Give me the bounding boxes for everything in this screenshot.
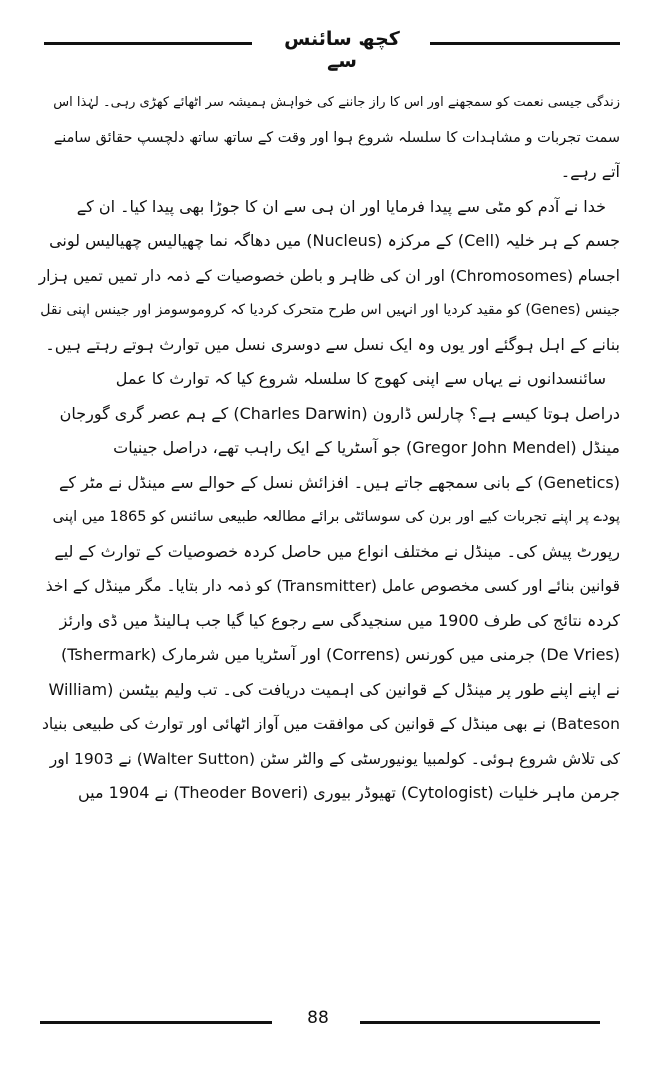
text-line: جینس (Genes) کو مقید کردیا اور انہیں اس طرح متحرک کردیا کہ کروموسومز اور جینس اپنی نقل — [40, 302, 620, 318]
running-title: کچھ سائنس سے — [284, 28, 400, 72]
header-rule-right — [430, 42, 620, 45]
text-line: اجسام (Chromosomes) اور ان کی ظاہر و باطن خصوصیات کے ذمہ دار تمیں تمیں ہزار — [38, 266, 620, 285]
page-number: 88 — [307, 1008, 329, 1028]
text-line: (De Vries) جرمنی میں کورنس (Correns) اور آسٹریا میں شرمارک (Tshermark) — [61, 645, 620, 664]
footer-rule-right — [360, 1021, 600, 1024]
text-line: جرمن ماہر خلیات (Cytologist) تھیوڈر بیوری (Theoder Boveri) نے 1904 میں — [78, 783, 620, 802]
text-line: پودے پر اپنے تجربات کیے اور برن کی سوسائٹی برائے مطالعہ طبیعی سائنس کو 1865 میں اپنی — [52, 509, 620, 525]
text-line: Bateson) نے بھی مینڈل کے قوانین کی موافقت میں آواز اٹھائی اور توارث کی طبیعی بنیاد — [41, 715, 620, 733]
page-header — [44, 26, 620, 72]
text-line: قوانین بنائے اور کسی مخصوص عامل (Transmitter) کو ذمہ دار بتایا۔ مگر مینڈل کے اخذ — [45, 577, 620, 595]
text-line: بنانے کے اہل ہوگئے اور یوں وہ ایک نسل سے دوسری نسل میں توارث ہوتے رہتے ہیں۔ — [45, 334, 620, 354]
header-rule-left — [44, 42, 252, 45]
text-line: سمت تجربات و مشاہدات کا سلسلہ شروع ہوا اور وقت کے ساتھ ساتھ دلچسپ حقائق سامنے — [53, 129, 620, 146]
text-line: نے اپنے اپنے طور پر مینڈل کے قوانین کی اہمیت دریافت کی۔ تب ولیم بیٹسن (William — [48, 679, 620, 699]
text-line: کردہ نتائج کی طرف 1900 میں سنجیدگی سے رجوع کیا گیا جب ہالینڈ میں ڈی وارئز — [59, 610, 620, 630]
text-line: سائنسدانوں نے یہاں سے اپنی کھوج کا سلسلہ شروع کیا کہ توارث کا عمل — [115, 369, 606, 388]
text-line: جسم کے ہر خلیہ (Cell) کے مرکزہ (Nucleus) میں دھاگہ نما چھیالیس چھیالیس لونی — [49, 231, 620, 250]
text-line: دراصل ہوتا کیسے ہے؟ چارلس ڈارون (Charles Darwin) کے ہم عصر گری گورجان — [59, 403, 620, 423]
text-line: کی تلاش شروع ہوئی۔ کولمبیا یونیورسٹی کے والٹر سٹن (Walter Sutton) نے 1903 اور — [49, 749, 620, 768]
page-footer — [40, 1008, 600, 1038]
footer-rule-left — [40, 1021, 272, 1024]
text-line: آتے رہے۔ — [560, 162, 620, 181]
body-text — [38, 86, 620, 811]
text-line: خدا نے آدم کو مٹی سے پیدا فرمایا اور ان ہی سے ان کا جوڑا بھی پیدا کیا۔ ان کے — [76, 196, 606, 216]
text-line: رپورٹ پیش کی۔ مینڈل نے مختلف انواع میں حاصل کردہ خصوصیات کے توارث کے لیے — [54, 541, 620, 561]
text-line: مینڈل (Gregor John Mendel) جو آسٹریا کے ایک راہب تھے، دراصل جینیات — [113, 438, 620, 457]
text-line: زندگی جیسی نعمت کو سمجھنے اور اس کا راز جاننے کی خواہش ہمیشہ سر اٹھائے کھڑی رہی۔ لہٰذا اس — [53, 95, 620, 110]
text-line: (Genetics) کے بانی سمجھے جاتے ہیں۔ افزائش نسل کے حوالے سے مینڈل نے مٹر کے — [59, 472, 620, 492]
